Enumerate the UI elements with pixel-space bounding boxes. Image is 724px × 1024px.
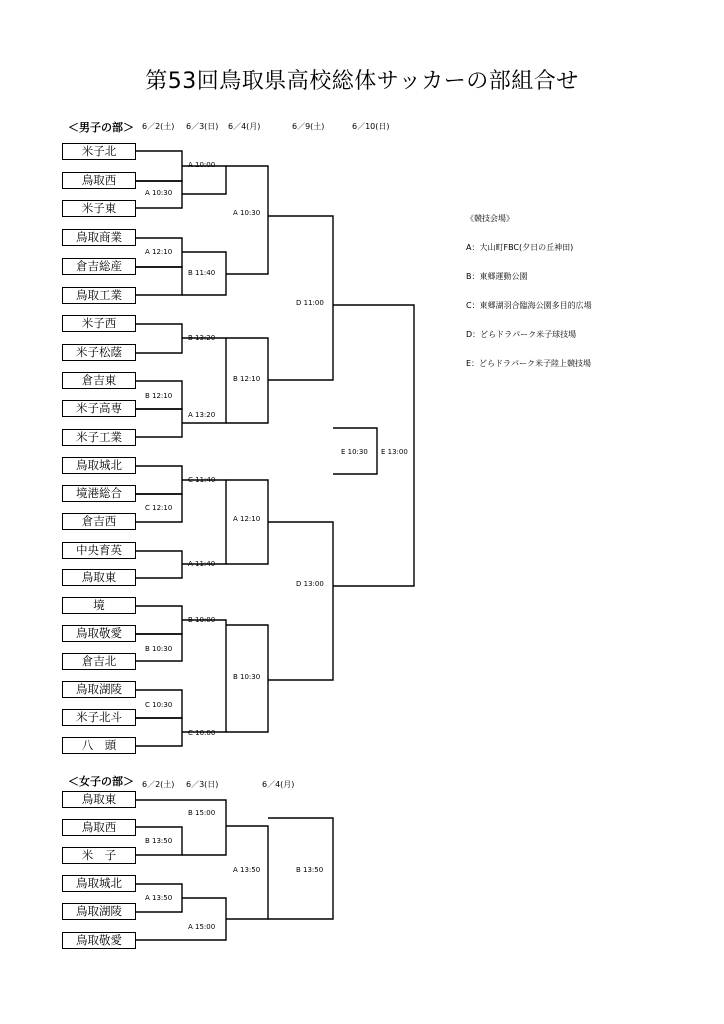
girls-date-2: 6／3(日) [186, 780, 219, 789]
match-slot: A 13:50 [145, 894, 173, 902]
match-slot: D 11:00 [296, 299, 324, 307]
boys-team: 鳥取敬愛 [62, 625, 136, 642]
match-slot: B 12:10 [233, 375, 261, 383]
venue-item: D：どらドラパーク米子球技場 [466, 330, 577, 339]
girls-section-title: ＜女子の部＞ [68, 775, 134, 788]
match-slot: A 12:10 [233, 515, 261, 523]
match-slot: E 10:30 [341, 448, 368, 456]
venue-heading: 《競技会場》 [466, 214, 514, 223]
match-slot: C 10:00 [188, 729, 216, 737]
match-slot: C 11:40 [188, 476, 216, 484]
match-slot: A 11:40 [188, 560, 216, 568]
match-slot: B 13:50 [296, 866, 324, 874]
boys-team: 倉吉西 [62, 513, 136, 530]
boys-team: 米子北 [62, 143, 136, 160]
boys-team: 米子東 [62, 200, 136, 217]
boys-team: 鳥取西 [62, 172, 136, 189]
match-slot: E 13:00 [381, 448, 408, 456]
boys-team: 鳥取湖陵 [62, 681, 136, 698]
girls-team: 鳥取湖陵 [62, 903, 136, 920]
boys-team: 鳥取東 [62, 569, 136, 586]
girls-team: 鳥取城北 [62, 875, 136, 892]
boys-team: 中央育英 [62, 542, 136, 559]
boys-team: 米子松蔭 [62, 344, 136, 361]
boys-team: 米子西 [62, 315, 136, 332]
match-slot: C 12:10 [145, 504, 173, 512]
match-slot: A 10:00 [188, 161, 216, 169]
boys-team: 鳥取城北 [62, 457, 136, 474]
boys-date-3: 6／4(月) [228, 122, 261, 131]
boys-date-2: 6／3(日) [186, 122, 219, 131]
match-slot: B 11:40 [188, 269, 216, 277]
boys-team: 境 [62, 597, 136, 614]
match-slot: A 13:50 [233, 866, 261, 874]
match-slot: D 13:00 [296, 580, 324, 588]
girls-date-3: 6／4(月) [262, 780, 295, 789]
boys-team: 米子工業 [62, 429, 136, 446]
boys-team: 米子高専 [62, 400, 136, 417]
match-slot: A 10:30 [145, 189, 173, 197]
boys-team: 倉吉総産 [62, 258, 136, 275]
girls-team: 米 子 [62, 847, 136, 864]
match-slot: B 12:10 [145, 392, 173, 400]
venue-item: B：東郷運動公園 [466, 272, 528, 281]
match-slot: A 13:20 [188, 411, 216, 419]
match-slot: B 10:30 [233, 673, 261, 681]
girls-date-1: 6／2(土) [142, 780, 175, 789]
match-slot: A 10:30 [233, 209, 261, 217]
venue-item: E：どらドラパーク米子陸上競技場 [466, 359, 592, 368]
boys-team: 倉吉東 [62, 372, 136, 389]
boys-team: 鳥取商業 [62, 229, 136, 246]
match-slot: A 15:00 [188, 923, 216, 931]
venue-item: C：東郷湖羽合臨海公園多目的広場 [466, 301, 592, 310]
page-title: 第53回鳥取県高校総体サッカーの部組合せ [145, 69, 579, 94]
girls-team: 鳥取西 [62, 819, 136, 836]
boys-date-5: 6／10(日) [352, 122, 390, 131]
boys-team: 境港総合 [62, 485, 136, 502]
boys-team: 鳥取工業 [62, 287, 136, 304]
boys-date-1: 6／2(土) [142, 122, 175, 131]
boys-section-title: ＜男子の部＞ [68, 121, 134, 134]
boys-team: 米子北斗 [62, 709, 136, 726]
match-slot: B 13:50 [145, 837, 173, 845]
match-slot: B 13:20 [188, 334, 216, 342]
venue-item: A：大山町FBC(夕日の丘神田) [466, 243, 574, 252]
boys-team: 八 頭 [62, 737, 136, 754]
boys-date-4: 6／9(土) [292, 122, 325, 131]
girls-team: 鳥取東 [62, 791, 136, 808]
match-slot: B 15:00 [188, 809, 216, 817]
match-slot: B 10:00 [188, 616, 216, 624]
match-slot: A 12:10 [145, 248, 173, 256]
girls-team: 鳥取敬愛 [62, 932, 136, 949]
boys-team: 倉吉北 [62, 653, 136, 670]
match-slot: B 10:30 [145, 645, 173, 653]
match-slot: C 10:30 [145, 701, 173, 709]
